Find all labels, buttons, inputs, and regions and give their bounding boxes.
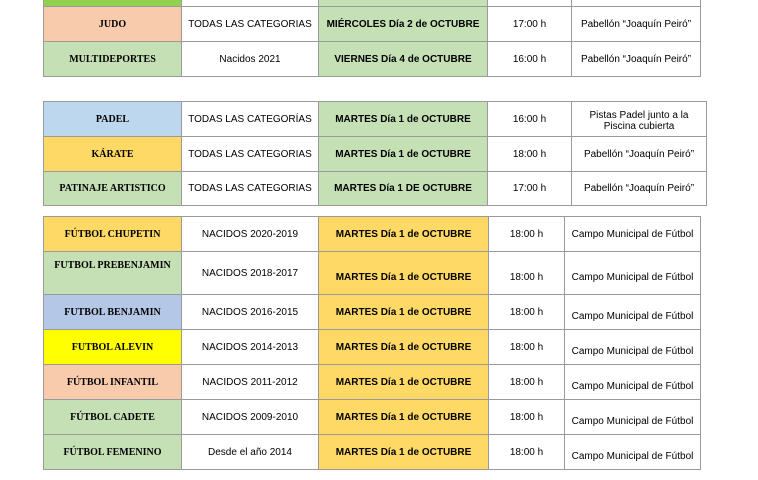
date-cell: MARTES Día 1 de OCTUBRE — [319, 252, 489, 295]
sport-cell: FÚTBOL CHUPETIN — [44, 217, 182, 252]
category-cell: NACIDOS 2011-2012 — [182, 365, 319, 400]
sport-cell: FÚTBOL CADETE — [44, 400, 182, 435]
date-cell: VIERNES Día 4 de OCTUBRE — [319, 42, 488, 77]
time-cell: 18:00 h — [489, 435, 565, 470]
place-cell: Campo Municipal de Fútbol — [565, 217, 701, 252]
schedule-table-1 — [43, 0, 701, 77]
date-cell: MARTES Día 1 de OCTUBRE — [319, 365, 489, 400]
place-cell: Campo Municipal de Fútbol — [565, 295, 701, 330]
table-row — [44, 365, 701, 400]
category-cell: TODAS LAS CATEGORIAS — [182, 7, 319, 42]
place-cell: Campo Municipal de Fútbol — [565, 365, 701, 400]
table-row — [44, 400, 701, 435]
sport-cell: FUTBOL ALEVIN — [44, 330, 182, 365]
sport-cell: PATINAJE ARTISTICO — [44, 172, 182, 206]
table-row — [44, 217, 701, 252]
place-cell: Pabellón “Joaquín Peiró” — [572, 172, 707, 206]
time-cell: 17:00 h — [488, 7, 572, 42]
time-cell: 16:00 h — [488, 42, 572, 77]
category-cell: NACIDOS 2020-2019 — [182, 217, 319, 252]
place-cell: Campo Municipal de Fútbol — [565, 435, 701, 470]
sport-cell: KÁRATE — [44, 137, 182, 172]
schedule-table-2 — [43, 101, 707, 206]
category-cell: NACIDOS 2009-2010 — [182, 400, 319, 435]
sport-cell: FÚTBOL FEMENINO — [44, 435, 182, 470]
time-cell: 18:00 h — [489, 252, 565, 295]
table-row — [44, 137, 707, 172]
category-cell: NACIDOS 2018-2017 — [182, 252, 319, 295]
sport-cell: PADEL — [44, 102, 182, 137]
date-cell: MIÉRCOLES Día 2 de OCTUBRE — [319, 7, 488, 42]
place-cell: Pabellón “Joaquín Peiró” — [572, 137, 707, 172]
date-cell: MARTES Día 1 de OCTUBRE — [319, 435, 489, 470]
table-row — [44, 172, 707, 206]
time-cell: 18:00 h — [489, 295, 565, 330]
time-cell: 18:00 h — [489, 217, 565, 252]
date-cell: MARTES Día 1 de OCTUBRE — [319, 400, 489, 435]
table-row — [44, 42, 701, 77]
sport-cell: FUTBOL BENJAMIN — [44, 295, 182, 330]
sport-cell: JUDO — [44, 7, 182, 42]
table-row — [44, 102, 707, 137]
category-cell: Nacidos 2021 — [182, 42, 319, 77]
time-cell: 18:00 h — [488, 137, 572, 172]
table-row — [44, 330, 701, 365]
category-cell: TODAS LAS CATEGORÍAS — [182, 102, 319, 137]
place-cell: Campo Municipal de Fútbol — [565, 330, 701, 365]
category-cell: Desde el año 2014 — [182, 435, 319, 470]
place-cell: Pistas Padel junto a la Piscina cubierta — [572, 102, 707, 137]
time-cell: 17:00 h — [488, 172, 572, 206]
place-cell: Pabellón “Joaquín Peiró” — [572, 7, 701, 42]
place-cell: Pabellón “Joaquín Peiró” — [572, 42, 701, 77]
date-cell: MARTES Día 1 de OCTUBRE — [319, 295, 489, 330]
schedule-table-3 — [43, 216, 701, 470]
date-cell: MARTES Día 1 de OCTUBRE — [319, 330, 489, 365]
category-cell: NACIDOS 2014-2013 — [182, 330, 319, 365]
category-cell: NACIDOS 2016-2015 — [182, 295, 319, 330]
table-row — [44, 295, 701, 330]
table-row — [44, 435, 701, 470]
date-cell: MARTES Día 1 DE OCTUBRE — [319, 172, 488, 206]
category-cell: TODAS LAS CATEGORIAS — [182, 137, 319, 172]
time-cell: 18:00 h — [489, 330, 565, 365]
category-cell: TODAS LAS CATEGORIAS — [182, 172, 319, 206]
sport-cell: MULTIDEPORTES — [44, 42, 182, 77]
date-cell: MARTES Día 1 de OCTUBRE — [319, 217, 489, 252]
place-cell: Campo Municipal de Fútbol — [565, 400, 701, 435]
sport-cell: FÚTBOL INFANTIL — [44, 365, 182, 400]
sport-cell: FUTBOL PREBENJAMIN — [44, 252, 182, 295]
table-row — [44, 7, 701, 42]
time-cell: 16:00 h — [488, 102, 572, 137]
place-cell: Campo Municipal de Fútbol — [565, 252, 701, 295]
date-cell: MARTES Día 1 de OCTUBRE — [319, 102, 488, 137]
date-cell: MARTES Día 1 de OCTUBRE — [319, 137, 488, 172]
table-row — [44, 252, 701, 295]
time-cell: 18:00 h — [489, 365, 565, 400]
time-cell: 18:00 h — [489, 400, 565, 435]
